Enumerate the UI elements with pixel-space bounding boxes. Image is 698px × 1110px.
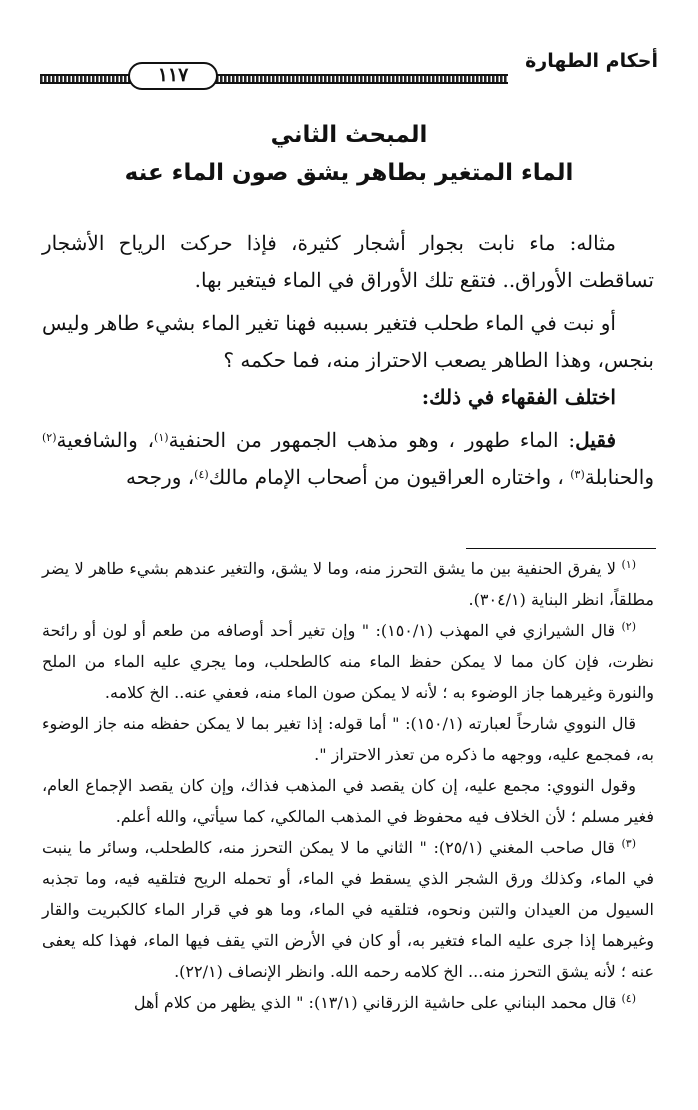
- footnote: [42, 553, 654, 615]
- lead-word: فقيل: [575, 428, 616, 452]
- footnote-text: قال محمد البناني على حاشية الزرقاني (١٣/١): " الذي يظهر من كلام أهل: [133, 993, 622, 1012]
- footnote-text: لا يفرق الحنفية بين ما يشق التحرز منه، وما لا يشق، والتغير عندهم بشيء طاهر لا يضر مطلقاً، انظر البناية (٣٠٤/١).: [42, 559, 654, 609]
- footnote-continuation: قال النووي شارحاً لعبارته (١٥٠/١): " أما قوله: إذا تغير بما لا يمكن حفظه منه جاز الوضوء به، فمجمع عليه، ووجهه ما ذكره من تعذر الاحتراز ".: [42, 714, 654, 764]
- text-run: ، ورجحه: [126, 465, 195, 489]
- footnote-ref[interactable]: (٤): [194, 468, 209, 481]
- body-text: [42, 225, 654, 496]
- section-title: المبحث الثاني: [270, 122, 428, 148]
- footnotes: [42, 553, 654, 1018]
- footnote: [42, 987, 654, 1018]
- body-paragraph: مثاله: ماء نابت بجوار أشجار كثيرة، فإذا حركت الرياح الأشجار تساقطت الأوراق.. فتقع تلك الأوراق في الماء فيتغير بها.: [42, 231, 654, 292]
- body-paragraph: أو نبت في الماء طحلب فتغير بسببه فهنا تغير الماء بشيء طاهر وليس بنجس، وهذا الطاهر يصعب الاحتراز منه، فما حكمه ؟: [42, 311, 654, 372]
- sub-heading: اختلف الفقهاء في ذلك:: [421, 385, 616, 409]
- text-run: ، واختاره العراقيون من أصحاب الإمام مالك: [208, 465, 571, 489]
- body-paragraph: [42, 422, 654, 496]
- footnote: [42, 832, 654, 987]
- footnote-text: قال الشيرازي في المهذب (١٥٠/١): " وإن تغير أحد أوصافه من طعم أو لون أو رائحة نظرت، فإن كان مما لا يمكن حفظ الماء منه كالطحلب، وما يجري عليه الماء من الملح والنورة وغيرهما جاز الوضوء به ؛ لأنه لا يمكن صون الماء منه، فعفي عنه.. الخ كلامه.: [42, 621, 654, 702]
- page-number-badge: ١١٧: [128, 62, 218, 90]
- header-rule: [40, 74, 508, 84]
- page-header: [40, 48, 658, 88]
- footnote-marker: (٣): [621, 837, 636, 850]
- footnote: [42, 615, 654, 708]
- text-run: والحنابلة: [584, 465, 654, 489]
- footnote-marker: (١): [621, 558, 636, 571]
- footnote-separator: [466, 548, 656, 549]
- book-title: أحكام الطهارة: [525, 50, 658, 72]
- footnote-marker: (٢): [621, 620, 637, 633]
- footnote-text: قال صاحب المغني (٢٥/١): " الثاني ما لا يمكن التحرز منه، كالطحلب، وسائر ما ينبت في الماء، وكذلك ورق الشجر الذي يسقط في الماء، أو تحمله الريح فتلقيه فيه، وما تجذبه السيول من العيدان والتبن ونحوه، فتلقيه في الماء، وما هو في قرار الماء كالكبريت والقار وغيرهما إذا جرى عليه الماء فتغير به، أو كان في الأرض التي يقف فيها الماء، فهذا كله يعفى عنه ؛ لأنه يشق التحرز منه... الخ كلامه رحمه الله. وانظر الإنصاف (٢٢/١).: [42, 838, 654, 981]
- text-run: : الماء طهور ، وهو مذهب الجمهور من الحنفية: [168, 428, 576, 452]
- footnote-ref[interactable]: (٢): [42, 431, 57, 444]
- footnote-continuation: وقول النووي: مجمع عليه، إن كان يقصد في المذهب فذاك، وإن كان يقصد الإجماع العام، فغير مسلم ؛ لأن الخلاف فيه محفوظ في المذهب المالكي، كما سيأتي، والله أعلم.: [42, 776, 654, 826]
- text-run: ، والشافعية: [56, 428, 155, 452]
- footnote-ref[interactable]: (٣): [570, 468, 585, 481]
- footnote-ref[interactable]: (١): [154, 431, 169, 444]
- footnote-marker: (٤): [621, 992, 636, 1005]
- section-subtitle: الماء المتغير بطاهر يشق صون الماء عنه: [124, 160, 574, 186]
